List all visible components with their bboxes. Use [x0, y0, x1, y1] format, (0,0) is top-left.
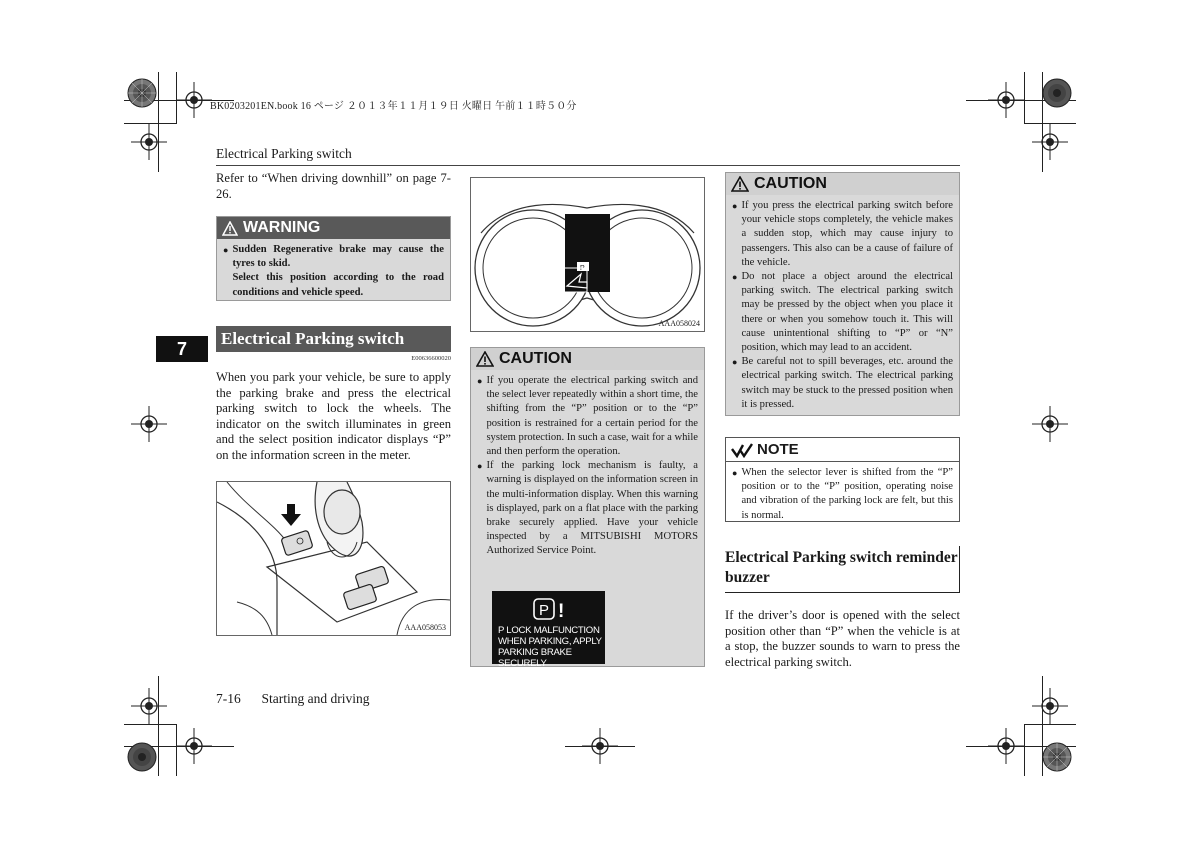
- note-title-text: NOTE: [757, 441, 799, 458]
- note-check-icon: [731, 442, 753, 458]
- display-icon-mark: !: [558, 601, 565, 622]
- parking-lock-warning-icon: [532, 596, 592, 626]
- subsection-rule: [959, 546, 960, 592]
- list-item: ● Do not place a object around the electrical parking switch. The electrical parking switch may be pressed by the object when you place it there or when you somehow touch it. This will cause unintentional shifting to “P” or “N” position, which may lead to an accident.: [732, 270, 953, 355]
- registration-mark-icon: [1032, 406, 1068, 442]
- header-rule: [216, 165, 960, 166]
- instrument-cluster-illustration: [471, 178, 704, 331]
- intro-text: Refer to “When driving downhill” on page 7-26.: [216, 171, 451, 201]
- meter-figure: [470, 177, 705, 332]
- reminder-body: If the driver’s door is opened with the select position other than “P” when the vehicle is at a stop, the buzzer sounds to warn to press the electrical parking switch.: [725, 608, 960, 669]
- color-rosette-icon: [125, 740, 159, 774]
- warning-title-text: WARNING: [243, 219, 321, 236]
- meter-indicator: P: [580, 265, 585, 272]
- shift-switch-figure: [216, 481, 451, 636]
- list-item: ● When the selector lever is shifted from the “P” position or to the “P” position, operating noise and vibration of the parking lock are felt, but this is normal.: [732, 466, 953, 523]
- registration-mark-icon: [176, 82, 212, 118]
- subsection-title: Electrical Parking switch reminder buzzer: [725, 549, 958, 586]
- caution-box: [725, 172, 960, 416]
- registration-mark-icon: [176, 728, 212, 764]
- color-rosette-icon: [1040, 76, 1074, 110]
- color-rosette-icon: [1040, 740, 1074, 774]
- registration-mark-icon: [1032, 124, 1068, 160]
- list-item: ● Be careful not to spill beverages, etc. around the electrical parking switch. The electrical parking switch may be stuck to the pressed position when it is pressed.: [732, 355, 953, 412]
- caution-title: [471, 348, 704, 370]
- figure-code: AAA058053: [404, 623, 446, 632]
- bullet-icon: ●: [732, 357, 738, 368]
- bullet-icon: ●: [223, 245, 229, 255]
- caution-title-text: CAUTION: [754, 175, 827, 192]
- chapter-name: Starting and driving: [261, 691, 370, 706]
- section-code: E00636600020: [411, 355, 451, 362]
- note-box: [725, 437, 960, 522]
- bullet-icon: ●: [732, 468, 738, 478]
- chapter-tab: 7: [156, 336, 208, 362]
- bullet-icon: ●: [477, 461, 483, 472]
- list-item: ● If you operate the electrical parking switch and the select lever repeatedly within a short time, the shifting from the “P” position or to the “P” position is restrained for a certain period for the system protection. In such a case, wait for a while and then perform the operation.: [477, 374, 698, 459]
- figure-code: AAA058024: [658, 319, 700, 328]
- warning-lead: Sudden Regenerative brake may cause the tyres to skid.: [232, 244, 444, 270]
- running-header: Electrical Parking switch: [216, 146, 352, 161]
- warning-triangle-icon: [476, 351, 494, 367]
- page-number: 7-16: [216, 691, 241, 706]
- crop-line: [124, 724, 176, 725]
- crop-line: [1024, 724, 1025, 776]
- warning-triangle-icon: [731, 176, 749, 192]
- list-item: ● If you press the electrical parking switch before your vehicle stops completely, the vehicle makes a sudden stop, which may cause injury to passengers. This also can be a cause of failure of the vehicle.: [732, 199, 953, 270]
- section-title: Electrical Parking switch: [216, 326, 451, 352]
- page-footer: [216, 691, 370, 707]
- warning-body: [217, 239, 450, 305]
- warning-text: Select this position according to the road conditions and vehicle speed.: [232, 272, 444, 298]
- bullet-icon: ●: [732, 272, 738, 283]
- print-slug: BK0203201EN.book 16 ページ ２０１３年１１月１９日 火曜日 午前１１時５０分: [210, 101, 577, 112]
- warning-triangle-icon: [222, 221, 238, 236]
- warning-title: [217, 217, 450, 239]
- caution-body: [726, 195, 959, 417]
- registration-mark-icon: [131, 406, 167, 442]
- bullet-icon: ●: [477, 376, 483, 386]
- registration-mark-icon: [131, 688, 167, 724]
- subsection-rule: [725, 592, 960, 593]
- bullet-icon: ●: [732, 201, 738, 211]
- shift-console-illustration: [217, 482, 450, 635]
- note-title: [726, 438, 959, 462]
- display-message: P LOCK MALFUNCTION WHEN PARKING, APPLY PARKING BRAKE SECURELY: [498, 625, 602, 669]
- registration-mark-icon: [988, 82, 1024, 118]
- crop-line: [1024, 724, 1076, 725]
- note-body: [726, 462, 959, 528]
- list-item: ● If the parking lock mechanism is faulty, a warning is displayed on the information screen in the multi-information display. When this warning is displayed, park on a flat place with the parking brake securely applied. Have your vehicle inspected by a MITSUBISHI MOTORS Authorized Service Point.: [477, 459, 698, 558]
- display-icon-letter: P: [539, 602, 550, 619]
- caution-title: [726, 173, 959, 195]
- multi-info-display: [492, 591, 605, 669]
- caution-body: [471, 370, 704, 564]
- registration-mark-icon: [988, 728, 1024, 764]
- caution-title-text: CAUTION: [499, 350, 572, 367]
- warning-box: [216, 216, 451, 301]
- color-rosette-icon: [125, 76, 159, 110]
- list-item: [223, 243, 444, 300]
- crop-line: [1024, 72, 1025, 124]
- registration-mark-icon: [582, 728, 618, 764]
- registration-mark-icon: [131, 124, 167, 160]
- registration-mark-icon: [1032, 688, 1068, 724]
- section-body: When you park your vehicle, be sure to apply the parking brake and press the electrical parking switch to lock the wheels. The indicator on the switch illuminates in green and the select position indicator displays “P” on the information screen in the meter.: [216, 370, 451, 462]
